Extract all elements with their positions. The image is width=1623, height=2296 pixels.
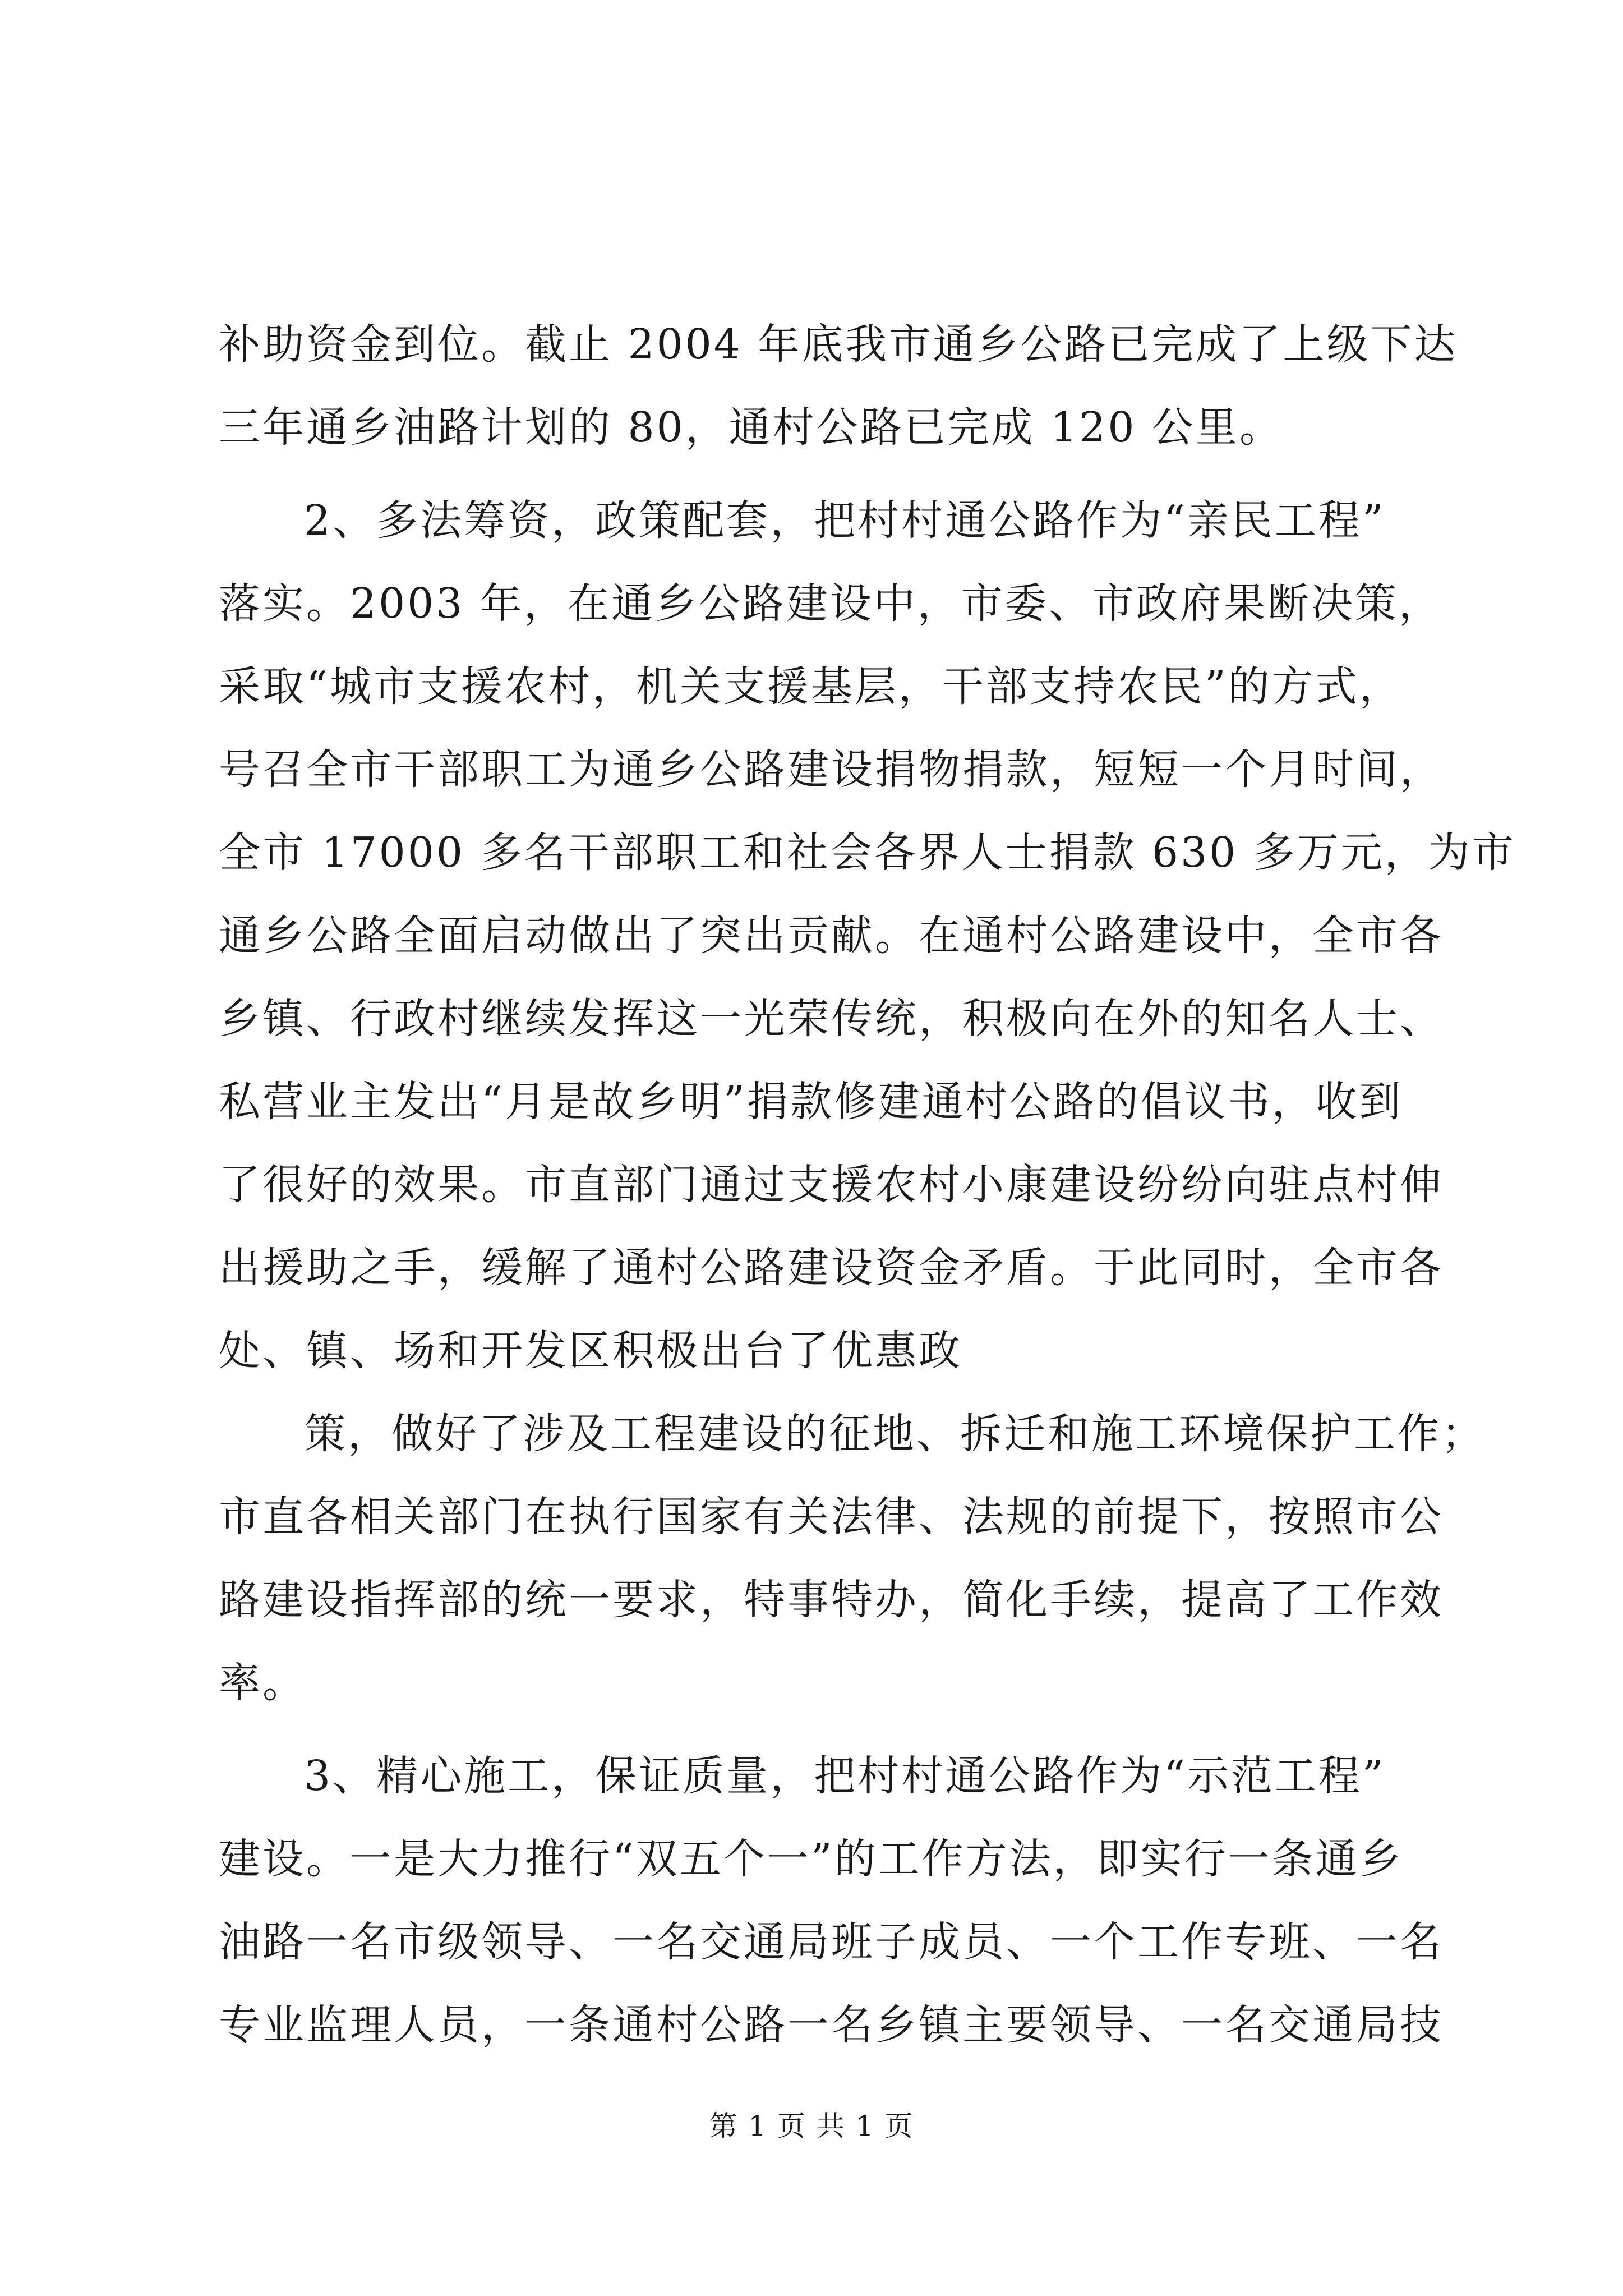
text-line: 油路一名市级领导、一名交通局班子成员、一个工作专班、一名 bbox=[219, 1918, 1444, 1966]
text-line: 率。 bbox=[219, 1659, 306, 1707]
paragraph-start-line: 3、精心施工，保证质量，把村村通公路作为“示范工程” bbox=[304, 1752, 1386, 1800]
page-footer: 第 1 页 共 1 页 bbox=[709, 2110, 914, 2142]
text-line: 出援助之手，缓解了通村公路建设资金矛盾。于此同时，全市各 bbox=[219, 1244, 1444, 1292]
text-line: 补助资金到位。截止 2004 年底我市通乡公路已完成了上级下达 bbox=[219, 320, 1458, 369]
text-line: 处、镇、场和开发区积极出台了优惠政 bbox=[219, 1327, 962, 1375]
text-line: 全市 17000 多名干部职工和社会各界人士捐款 630 多万元，为市 bbox=[219, 829, 1516, 877]
text-line: 市直各相关部门在执行国家有关法律、法规的前提下，按照市公 bbox=[219, 1493, 1444, 1541]
text-line: 私营业主发出“月是故乡明”捐款修建通村公路的倡议书，收到 bbox=[219, 1078, 1403, 1126]
text-line: 通乡公路全面启动做出了突出贡献。在通村公路建设中，全市各 bbox=[219, 912, 1444, 960]
paragraph-start-line: 策，做好了涉及工程建设的征地、拆迁和施工环境保护工作； bbox=[304, 1410, 1485, 1458]
text-line: 号召全市干部职工为通乡公路建设捐物捐款，短短一个月时间， bbox=[219, 746, 1444, 794]
text-line: 采取“城市支援农村，机关支援基层，干部支持农民”的方式， bbox=[219, 662, 1403, 711]
text-line: 了很好的效果。市直部门通过支援农村小康建设纷纷向驻点村伸 bbox=[219, 1161, 1444, 1209]
text-line: 三年通乡油路计划的 80，通村公路已完成 120 公里。 bbox=[219, 403, 1283, 452]
text-line: 乡镇、行政村继续发挥这一光荣传统，积极向在外的知名人士、 bbox=[219, 995, 1444, 1043]
paragraph-start-line: 2、多法筹资，政策配套，把村村通公路作为“亲民工程” bbox=[304, 496, 1386, 545]
text-line: 专业监理人员，一条通村公路一名乡镇主要领导、一名交通局技 bbox=[219, 2001, 1444, 2049]
text-line: 落实。2003 年，在通乡公路建设中，市委、市政府果断决策， bbox=[219, 579, 1442, 628]
text-line: 建设。一是大力推行“双五个一”的工作方法，即实行一条通乡 bbox=[219, 1835, 1403, 1883]
body-text bbox=[219, 303, 1516, 2067]
text-line: 路建设指挥部的统一要求，特事特办，简化手续，提高了工作效 bbox=[219, 1576, 1444, 1624]
